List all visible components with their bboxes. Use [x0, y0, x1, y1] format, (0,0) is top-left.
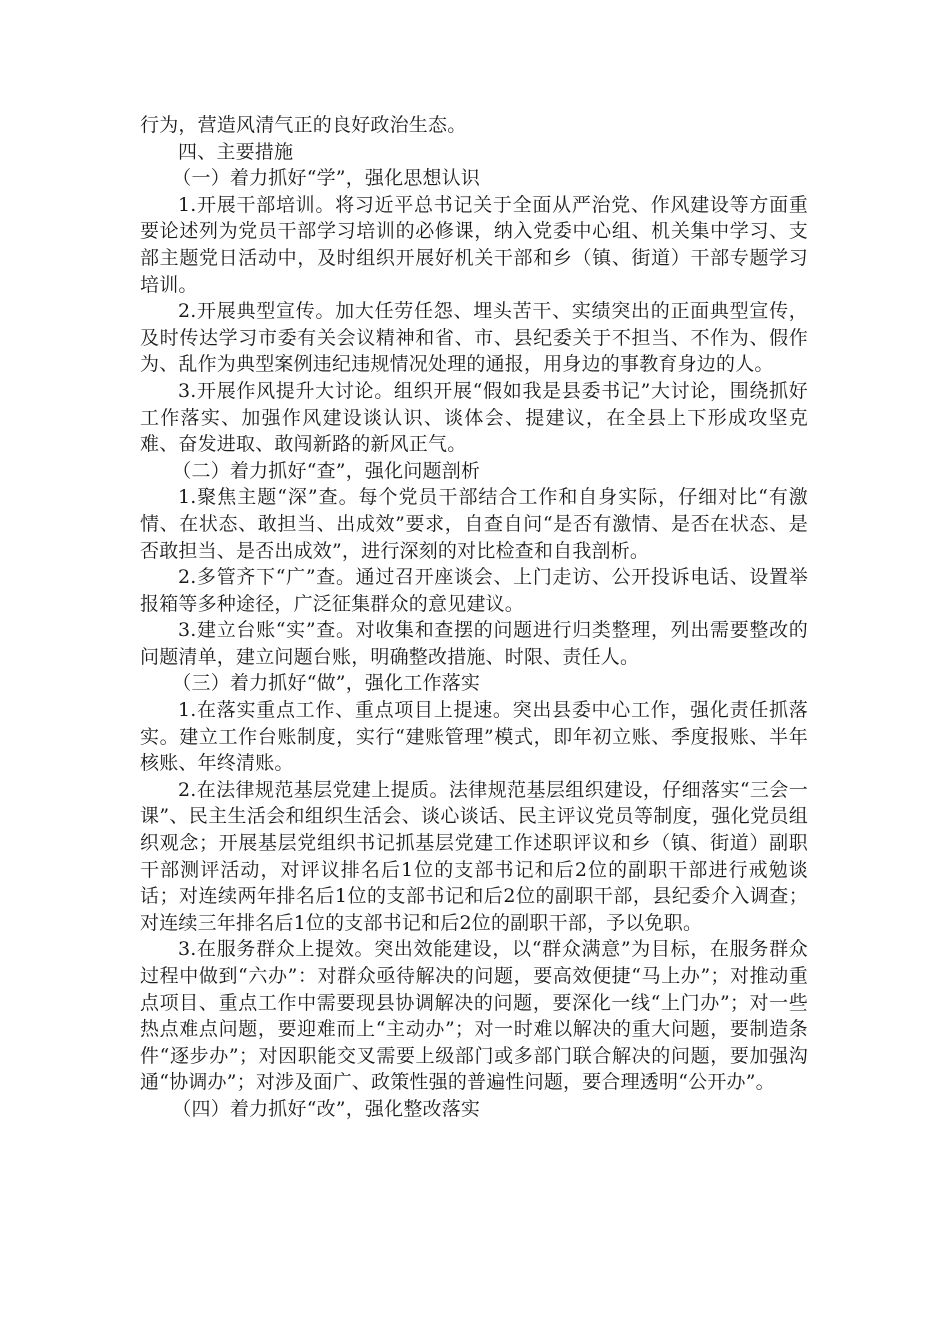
paragraph-cadre-training: 1.开展干部培训。将习近平总书记关于全面从严治党、作风建设等方面重要论述列为党员干部学习培训的必修课，纳入党委中心组、机关集中学习、支部主题党日活动中，及时组织开展好机关干部和乡（镇、街道）干部专题学习培训。 [140, 193, 808, 296]
paragraph-key-projects: 1.在落实重点工作、重点项目上提速。突出县委中心工作，强化责任抓落实。建立工作台账制度，实行“建账管理”模式，即年初立账、季度报账、半年核账、年终清账。 [140, 699, 808, 775]
subsection-heading-inspect: （二）着力抓好“查”，强化问题剖析 [172, 459, 481, 482]
paragraph-party-building: 2.在法律规范基层党建上提质。法律规范基层组织建设，仔细落实“三会一课”、民主生活会和组织生活会、谈心谈话、民主评议党员等制度，强化党员组织观念；开展基层党组织书记抓基层党建工作述职评议和乡（镇、街道）副职干部测评活动，对评议排名后1位的支部书记和后2位的副职干部进行戒勉谈话；对连续两年排名后1位的支部书记和后2位的副职干部，县纪委介入调查；对连续三年排名后1位的支部书记和后2位的副职干部，予以免职。 [140, 778, 808, 934]
paragraph-style-discussion: 3.开展作风提升大讨论。组织开展“假如我是县委书记”大讨论，围绕抓好工作落实、加强作风建设谈认识、谈体会、提建议，在全县上下形成攻坚克难、奋发进取、敢闯新路的新风正气。 [140, 379, 808, 456]
paragraph-typical-publicity: 2.开展典型宣传。加大任劳任怨、埋头苦干、实绩突出的正面典型宣传，及时传达学习市委有关会议精神和省、市、县纪委关于不担当、不作为、假作为、乱作为典型案例违纪违规情况处理的通报，用身边的事教育身边的人。 [140, 300, 808, 376]
subsection-heading-study: （一）着力抓好“学”，强化思想认识 [172, 167, 481, 190]
paragraph-serve-masses: 3.在服务群众上提效。突出效能建设，以“群众满意”为目标，在服务群众过程中做到“六办”：对群众亟待解决的问题，要高效便捷“马上办”；对推动重点项目、重点工作中需要现县协调解决的问题，要深化一线“上门办”；对一些热点难点问题，要迎难而上“主动办”；对一时难以解决的重大问题，要制造条件“逐步办”；对因职能交叉需要上级部门或多部门联合解决的问题，要加强沟通“协调办”；对涉及面广、政策性强的普遍性问题，要合理透明“公开办”。 [140, 938, 808, 1094]
paragraph-broad-inspection: 2.多管齐下“广”查。通过召开座谈会、上门走访、公开投诉电话、设置举报箱等多种途径，广泛征集群众的意见建议。 [140, 566, 808, 615]
paragraph-continuation: 行为，营造风清气正的良好政治生态。 [140, 114, 467, 136]
subsection-heading-do: （三）着力抓好“做”，强化工作落实 [172, 672, 481, 695]
document-body [140, 112, 808, 1123]
section-heading-main-measures: 四、主要措施 [178, 140, 294, 163]
paragraph-ledger-inspection: 3.建立台账“实”查。对收集和查摆的问题进行归类整理，列出需要整改的问题清单，建立问题台账，明确整改措施、时限、责任人。 [140, 619, 808, 668]
subsection-heading-rectify: （四）着力抓好“改”，强化整改落实 [172, 1097, 481, 1120]
paragraph-deep-inspection: 1.聚焦主题“深”查。每个党员干部结合工作和自身实际，仔细对比“有激情、在状态、敢担当、出成效”要求，自查自问“是否有激情、是否在状态、是否敢担当、是否出成效”，进行深刻的对比检查和自我剖析。 [140, 486, 808, 562]
